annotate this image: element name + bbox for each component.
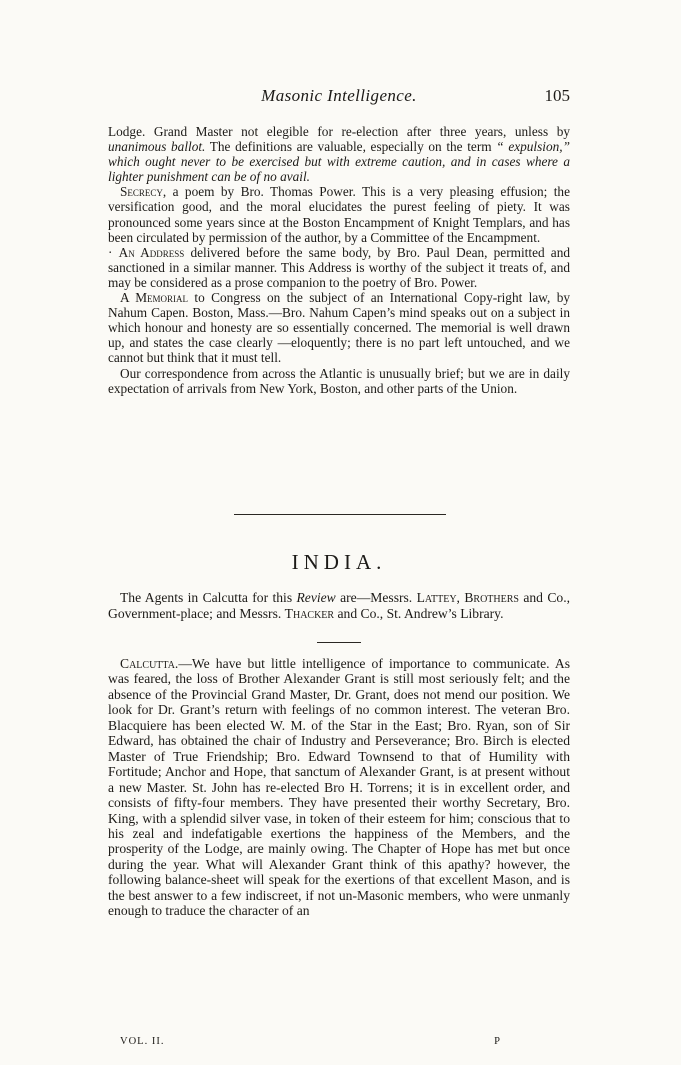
- calcutta-report: [108, 656, 570, 919]
- small-caps-run: Memorial: [135, 290, 189, 306]
- small-caps-run: Calcutta.: [120, 656, 179, 671]
- small-caps-run: Secrecy,: [120, 184, 167, 200]
- section-divider: [234, 514, 446, 515]
- paragraph-lodge: [108, 124, 570, 184]
- paragraph-calcutta: [108, 656, 570, 919]
- text-run: A: [120, 290, 136, 306]
- text-run: The definitions are valuable, especially on the term: [205, 139, 497, 155]
- section-title: INDIA.: [291, 550, 387, 574]
- paragraph-correspondence: Our correspondence from across the Atlantic is unusually brief; but we are in daily expectation of arrivals from New York, Boston, and other parts of the Union.: [108, 365, 570, 396]
- small-caps-run: An Address: [118, 244, 185, 260]
- text-run: are—Messrs.: [335, 590, 417, 605]
- small-caps-run: Thacker: [284, 605, 335, 621]
- small-caps-run: Lattey, Brothers: [416, 590, 519, 605]
- page-number: 105: [544, 86, 570, 105]
- text-run: to Congress on the subject of an International Copy-right law, by Nahum Capen. Boston, Mass.—Bro. Nahum Capen’s mind speaks out on a subject in which honour and honesty are so essentially concerned. The memorial is well drawn up, and states the case clearly —eloquently; there is no part left untouched, and we cannot but think that it must tell.: [108, 290, 570, 366]
- short-divider: [317, 642, 361, 643]
- text-run: Lodge. Grand Master not elegible for re-election after three years, unless by: [108, 124, 570, 139]
- running-title: Masonic Intelligence.: [261, 86, 417, 105]
- paragraph-address: [108, 245, 570, 290]
- signature-mark: P: [494, 1036, 500, 1047]
- text-run: and Co., St. Andrew’s Library.: [334, 605, 504, 621]
- masonic-review-notes: [108, 124, 570, 396]
- volume-mark: VOL. II.: [120, 1036, 165, 1047]
- page-header: [108, 86, 570, 108]
- text-run: The Agents in Calcutta for this: [120, 590, 297, 605]
- page-footer: [120, 1036, 500, 1050]
- text-run: ·: [108, 244, 119, 260]
- paragraph-agents: [108, 590, 570, 621]
- italic-run: “ expulsion,” which ought never to be exercised but with extreme caution, and in cases where a lighter punishment can be of no avail.: [108, 139, 570, 185]
- agents-notice: [108, 590, 570, 621]
- italic-run: Review: [296, 590, 336, 605]
- text-run: —We have but little intelligence of importance to communicate. As was feared, the loss of Brother Alexander Grant is still most seriously felt; and the absence of the Provincial Grand Master, Dr. Grant, does not mend our position. We look for Dr. Grant’s return with feelings of no common interest. The veteran Bro. Blacquiere has been elected W. M. of the Star in the East; Bro. Ryan, son of Sir Edward, has obtained the chair of Industry and Perseverance; Bro. Birch is elected Master of True Friendship; Bro. Edward Townsend to that of Humility with Fortitude; Anchor and Hope, that sanctum of Alexander Grant, is at present without a new Master. St. John has re-elected Bro H. Torrens; it is in excellent order, and consists of fifty-four members. They have presented their worthy Secretary, Bro. King, with a splendid silver vase, in token of their esteem for him; conscious that to his zeal and indefatigable exertions the happiness of the Members, and the prosperity of the Lodge, are mainly owing. The Chapter of Hope has met but once during the year. What will Alexander Grant think of this apathy? however, the following balance-sheet will speak for the exertions of that excellent Mason, and is the best answer to a few indiscreet, if not un-Masonic members, who were unmanly enough to traduce the character of an: [108, 656, 570, 919]
- italic-run: unanimous ballot.: [108, 139, 206, 155]
- text-run: a poem by Bro. Thomas Power. This is a very pleasing effusion; the versification good, and the moral elucidates the purest feeling of piety. It was pronounced some years since at the Boston Encampment of Knight Templars, and has been circulated by permission of the author, by a Committee of the Encampment.: [108, 184, 570, 245]
- text-run: and Co., Government-place; and Messrs.: [108, 590, 570, 621]
- paragraph-secrecy: [108, 184, 570, 244]
- paragraph-memorial: [108, 290, 570, 365]
- text-run: delivered before the same body, by Bro. Paul Dean, permitted and sanctioned in a similar manner. This Address is worthy of the subject it treats of, and may be considered as a prose companion to the poetry of Bro. Power.: [108, 244, 570, 290]
